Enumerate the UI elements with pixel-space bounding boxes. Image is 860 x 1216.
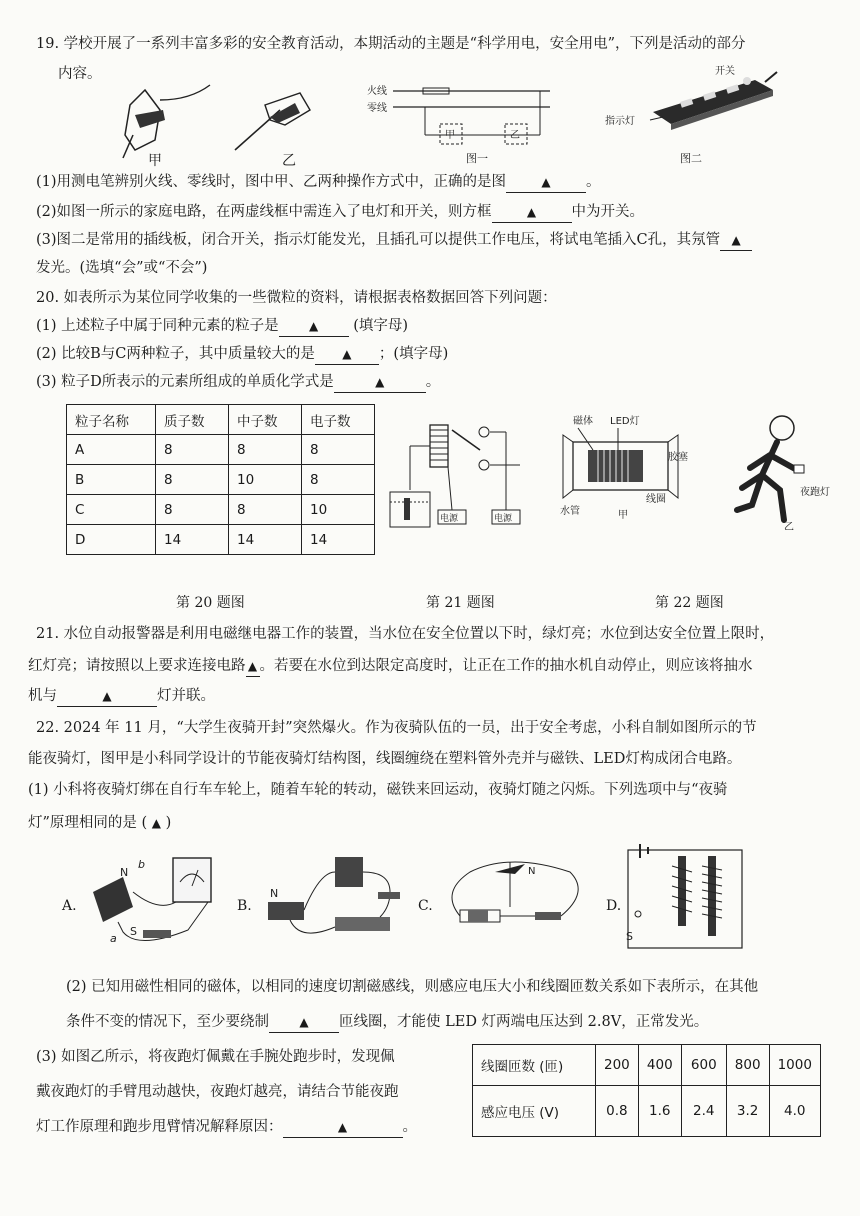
q21-line2: 红灯亮；请按照以上要求连接电路 ▲ 。若要在水位到达限定高度时，让正在工作的抽水机自动停止，则应该将抽水 [28,656,753,677]
svg-text:N: N [120,866,129,879]
fig-label-tu2: 图二 [680,152,702,165]
q20-part3: (3) 粒子D所表示的元素所组成的单质化学式是 ▲ 。 [36,372,440,393]
option-c-figure [440,852,590,952]
option-c-label: C. [418,898,433,914]
label-live-wire: 火线 [367,86,387,97]
q22-answer-blank-2[interactable]: ▲ [269,1012,339,1033]
night-light-structure-figure [558,410,698,520]
table-row: C 8 8 10 [67,495,375,525]
q22-part2-line1: (2) 已知用磁性相同的磁体，以相同的速度切割磁感线，则感应电压大小和线圈匝数关系如下表所示，在其他 [66,979,759,995]
q19-part3-line2: 发光。(选填“会”或“不会”) [36,260,208,276]
label-runlight: 夜跑灯 [800,487,830,498]
table-row: B 8 10 8 [67,465,375,495]
table-row: A 8 8 8 [67,435,375,465]
option-a-figure [88,852,228,952]
q19-part2: (2)如图一所示的家庭电路，在两虚线框中需连入了电灯和开关，则方框 ▲ 中为开关。 [36,202,644,223]
label-neutral-wire: 零线 [367,103,387,114]
fig-label-tu1: 图一 [466,152,488,165]
label-led: LED灯 [610,416,640,427]
label-magnet: 磁体 [573,416,593,427]
table-row: 感应电压 (V) 0.8 1.6 2.4 3.2 4.0 [473,1086,821,1137]
q20-answer-blank-1[interactable]: ▲ [279,316,349,337]
relay-circuit-figure [380,410,540,535]
q19-stem-line2: 内容。 [58,66,102,82]
q19-answer-blank-1[interactable]: ▲ [506,172,586,193]
label-indicator: 指示灯 [605,116,635,127]
table-row: D 14 14 14 [67,525,375,555]
svg-text:S: S [130,925,137,938]
label-tube: 水管 [560,506,580,517]
q22-part3-line1: (3) 如图乙所示，将夜跑灯佩戴在手腕处跑步时，发现佩 [36,1049,395,1065]
option-d-figure [620,840,760,958]
q22-answer-blank-3[interactable]: ▲ [283,1117,403,1138]
svg-text:b: b [138,858,145,871]
table-header-row: 粒子名称 质子数 中子数 电子数 [67,405,375,435]
q19-part1: (1)用测电笔辨别火线、零线时，图中甲、乙两种操作方式中，正确的是图 ▲ 。 [36,172,601,193]
q22-part3-line3: 灯工作原理和跑步甩臂情况解释原因： ▲ 。 [36,1117,417,1138]
q22-caption: 第 22 题图 [655,595,724,611]
q19-stem-line1: 19. 学校开展了一系列丰富多彩的安全教育活动，本期活动的主题是“科学用电，安全用电”，下列是活动的部分 [36,36,746,52]
q20-part1: (1) 上述粒子中属于同种元素的粒子是 ▲ (填字母) [36,316,408,337]
q22-part3-line2: 戴夜跑灯的手臂甩动越快，夜跑灯越亮，请结合节能夜跑 [36,1084,399,1100]
fig-label-yi: 乙 [282,153,296,169]
q20-caption: 第 20 题图 [176,595,245,611]
q22-part1-line1: (1) 小科将夜骑灯绑在自行车车轮上，随着车轮的转动，磁铁来回运动，夜骑灯随之闪烁。下列选项中与“夜骑 [28,782,728,798]
q21-answer-blank-1[interactable]: ▲ [246,656,260,677]
coil-voltage-table [472,1044,821,1137]
svg-text:S: S [626,930,633,943]
svg-text:N: N [270,887,279,900]
label-coil: 线圈 [646,494,666,505]
q21-answer-blank-2[interactable]: ▲ [57,686,157,707]
q22-line1: 22. 2024 年 11 月，“大学生夜骑开封”突然爆火。作为夜骑队伍的一员，出于安全考虑，小科自制如图所示的节 [36,720,757,736]
option-b-label: B. [237,898,252,914]
q19-part1-text: (1)用测电笔辨别火线、零线时，图中甲、乙两种操作方式中，正确的是图 [36,174,507,190]
label-jia: 甲 [618,510,628,520]
runner-figure [722,410,832,530]
option-d-label: D. [606,898,622,914]
label-yi: 乙 [784,522,794,530]
particle-table [66,404,375,555]
label-plug: 胶塞 [668,452,688,463]
power-label-2: 电源 [494,514,513,524]
household-circuit-figure [365,82,565,152]
q20-part2: (2) 比较B与C两种粒子，其中质量较大的是 ▲ ；(填字母) [36,344,448,365]
option-b-figure [260,852,410,952]
q21-caption: 第 21 题图 [426,595,495,611]
q21-line1: 21. 水位自动报警器是利用电磁继电器工作的装置，当水位在安全位置以下时，绿灯亮；水位到达安全位置上限时， [36,626,775,642]
q20-answer-blank-2[interactable]: ▲ [315,344,379,365]
q22-part1-line2: 灯”原理相同的是 ( ▲ ) [28,815,172,831]
power-label-1: 电源 [440,514,459,524]
fig-label-jia: 甲 [148,153,162,169]
q19-answer-blank-2[interactable]: ▲ [492,202,572,223]
option-a-label: A. [62,898,77,914]
q19-answer-blank-3[interactable]: ▲ [720,230,752,251]
tester-pen-figure-yi [230,85,330,155]
label-switch: 开关 [715,66,735,77]
q22-part2-line2: 条件不变的情况下，至少要绕制 ▲ 匝线圈，才能使 LED 灯两端电压达到 2.8V，正常发光。 [66,1012,708,1033]
box-jia-label: 甲 [445,130,455,141]
svg-text:N: N [528,866,536,877]
q22-answer-mark-1[interactable]: ▲ [151,816,162,830]
q22-line2: 能夜骑灯，图甲是小科同学设计的节能夜骑灯结构图，线圈缠绕在塑料管外壳并与磁铁、LED灯构成闭合电路。 [28,751,742,767]
tester-pen-figure-jia [115,80,225,165]
q20-stem: 20. 如表所示为某位同学收集的一些微粒的资料，请根据表格数据回答下列问题： [36,290,557,306]
power-strip-figure [605,62,780,152]
svg-text:a: a [110,932,117,945]
q20-answer-blank-3[interactable]: ▲ [334,372,426,393]
table-row: 线圈匝数 (匝) 200 400 600 800 1000 [473,1045,821,1086]
q19-part3-line1: (3)图二是常用的插线板，闭合开关，指示灯能发光，且插孔可以提供工作电压，将试电笔插入C孔，其氖管 ▲ [36,230,752,251]
q21-line3: 机与 ▲ 灯并联。 [28,686,215,707]
box-yi-label: 乙 [510,130,520,141]
